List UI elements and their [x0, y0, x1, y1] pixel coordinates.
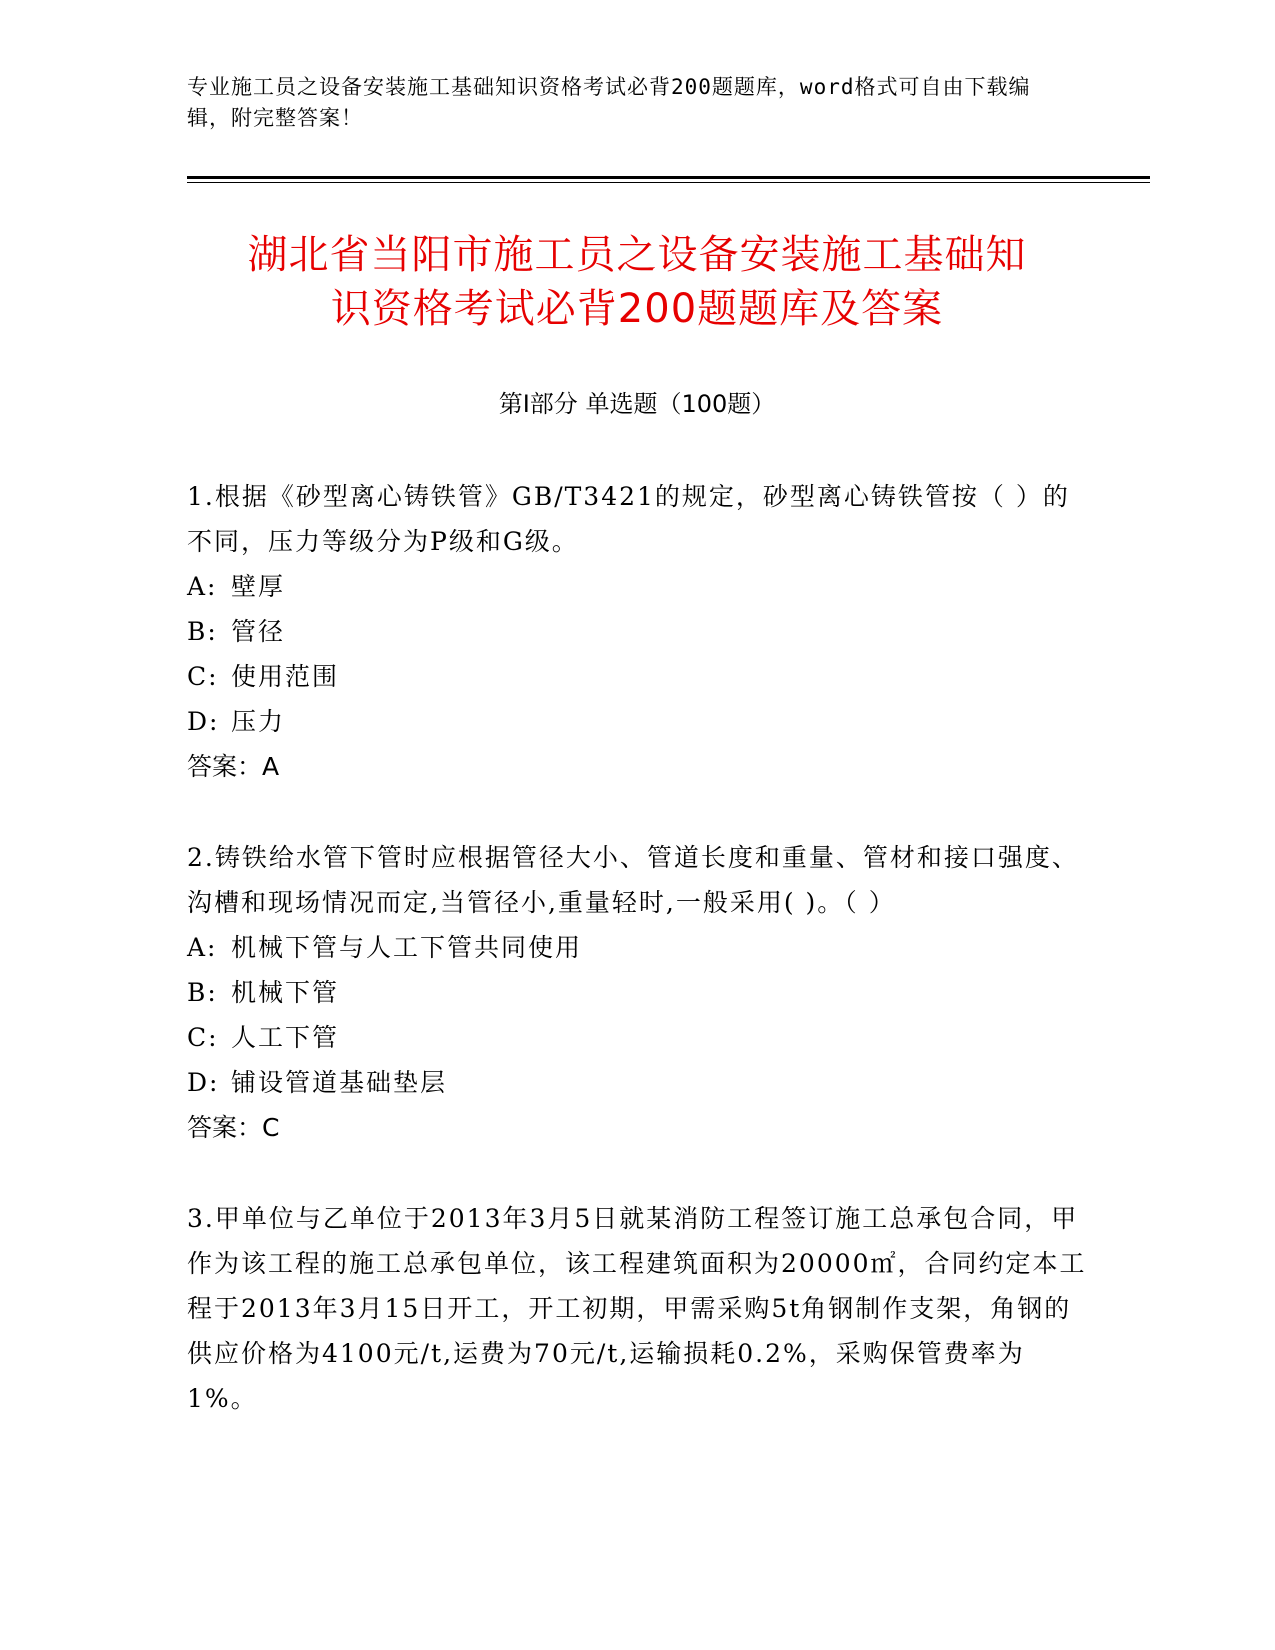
section-heading: 第Ⅰ部分 单选题（100题） — [498, 390, 776, 418]
option-text: 铺设管道基础垫层 — [231, 1068, 448, 1097]
option-key: C: — [187, 662, 219, 691]
option-d — [187, 1060, 1087, 1105]
option-key: A: — [187, 572, 218, 601]
question-1 — [187, 474, 1087, 789]
option-c — [187, 1015, 1087, 1060]
option-text: 使用范围 — [231, 662, 340, 691]
option-c — [187, 654, 1087, 699]
option-b — [187, 609, 1087, 654]
option-a — [187, 564, 1087, 609]
document-title-line-2: 识资格考试必背200题题库及答案 — [330, 286, 944, 332]
option-text: 管径 — [231, 617, 286, 646]
question-list — [187, 474, 1087, 1467]
question-3 — [187, 1196, 1087, 1421]
header-rule-thick — [187, 176, 1150, 179]
option-text: 压力 — [231, 707, 286, 736]
option-key: B: — [187, 617, 218, 646]
option-text: 壁厚 — [231, 572, 286, 601]
option-key: C: — [187, 1023, 219, 1052]
option-key: A: — [187, 933, 218, 962]
header-note: 专业施工员之设备安装施工基础知识资格考试必背200题题库，word格式可自由下载编辑，附完整答案！ — [187, 75, 1031, 130]
question-stem: 2.铸铁给水管下管时应根据管径大小、管道长度和重量、管材和接口强度、沟槽和现场情况而定,当管径小,重量轻时,一般采用( )。（ ） — [187, 843, 1079, 917]
document-title — [187, 228, 1087, 336]
option-key: D: — [187, 707, 220, 736]
question-stem: 1.根据《砂型离心铸铁管》GB/T3421的规定，砂型离心铸铁管按（ ）的不同，压力等级分为P级和G级。 — [187, 482, 1070, 556]
answer: 答案：A — [187, 752, 280, 781]
document-title-line-1: 湖北省当阳市施工员之设备安装施工基础知 — [247, 232, 1027, 278]
option-d — [187, 699, 1087, 744]
option-key: B: — [187, 978, 218, 1007]
question-stem: 3.甲单位与乙单位于2013年3月5日就某消防工程签订施工总承包合同，甲作为该工程的施工总承包单位，该工程建筑面积为20000㎡，合同约定本工程于2013年3月15日开工，开工初期，甲需采购5t角钢制作支架，角钢的供应价格为4100元/t,运费为70元/t,运输损耗0.2%，采购保管费率为1%。 — [187, 1204, 1087, 1413]
option-a — [187, 925, 1087, 970]
option-text: 机械下管 — [231, 978, 340, 1007]
option-key: D: — [187, 1068, 220, 1097]
header-rule-thin — [187, 182, 1150, 183]
option-text: 机械下管与人工下管共同使用 — [231, 933, 583, 962]
answer: 答案：C — [187, 1113, 280, 1142]
option-text: 人工下管 — [231, 1023, 340, 1052]
question-2 — [187, 835, 1087, 1150]
option-b — [187, 970, 1087, 1015]
